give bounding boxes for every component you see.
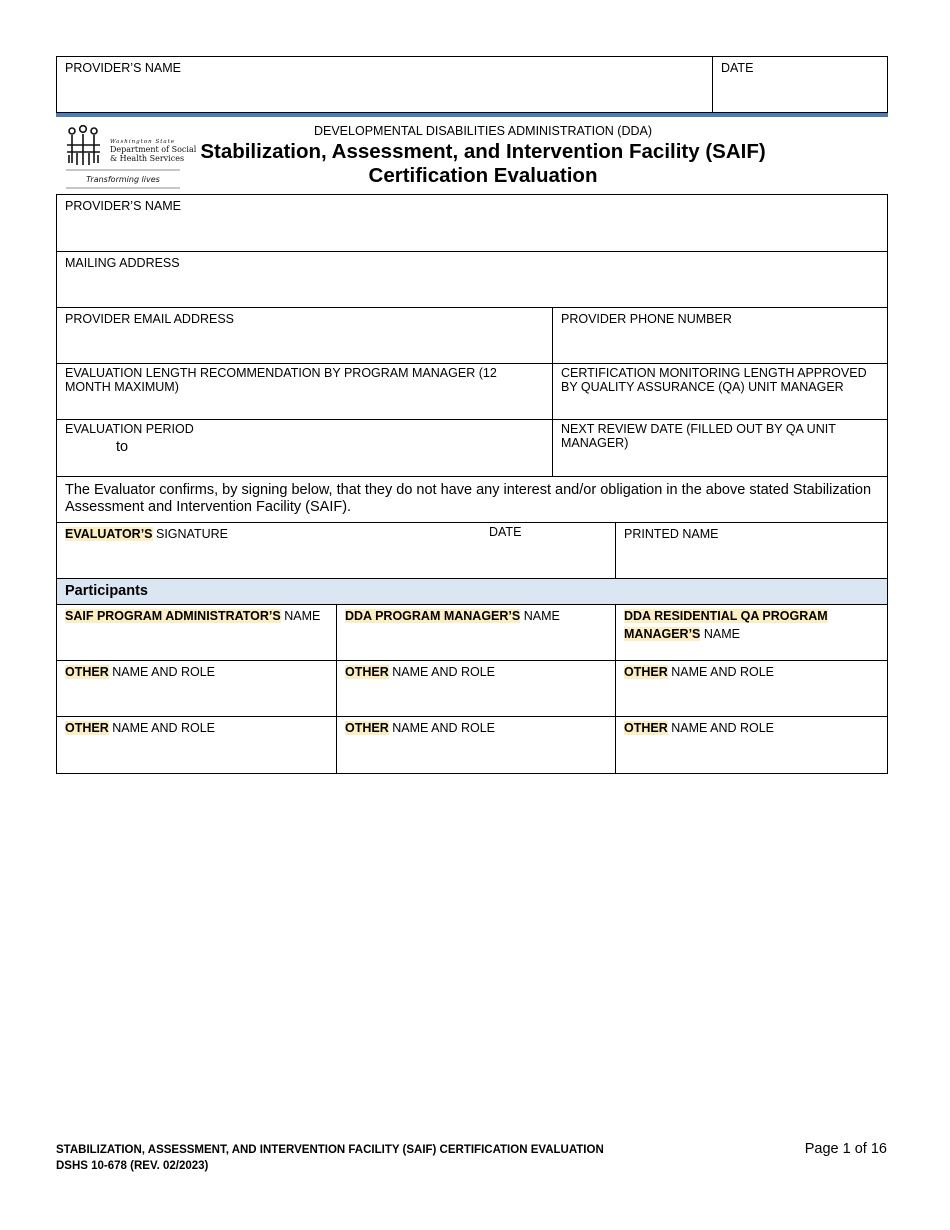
dshs-logo (65, 125, 197, 189)
name-and-role-label: NAME AND ROLE (667, 665, 775, 679)
row-period (57, 420, 887, 477)
row-participants-heading (57, 579, 887, 605)
other-highlight: OTHER (65, 665, 109, 679)
other-participant-field[interactable] (615, 661, 887, 716)
evaluators-highlight: EVALUATOR’S (65, 527, 153, 541)
evaluator-confirmation-text: The Evaluator confirms, by signing below, that they do not have any interest and/or obligation in the above stated Stabilization Assessment and Intervention Facility (SAIF). (65, 482, 872, 515)
evaluation-period-field[interactable] (57, 420, 552, 476)
other-highlight: OTHER (65, 721, 109, 735)
other-highlight: OTHER (345, 721, 389, 735)
provider-email-label: PROVIDER EMAIL ADDRESS (65, 312, 235, 326)
participants-row-2 (57, 661, 887, 717)
evaluation-length-field[interactable] (57, 364, 552, 419)
saif-administrator-name-label: NAME (280, 609, 321, 623)
printed-name-field[interactable] (615, 523, 887, 578)
providers-name-label: PROVIDER’S NAME (65, 199, 181, 213)
providers-name-field[interactable] (57, 195, 887, 251)
form-title-line1: Stabilization, Assessment, and Intervention Facility (SAIF) (200, 140, 766, 163)
row-providers-name (57, 195, 887, 252)
logo-line2: Department of Social (110, 145, 197, 154)
evaluation-length-label: EVALUATION LENGTH RECOMMENDATION BY PROGRAM MANAGER (12 MONTH MAXIMUM) (65, 366, 497, 394)
saif-administrator-field[interactable] (57, 605, 336, 660)
logo-line1: Washington State (110, 139, 176, 145)
dda-program-manager-field[interactable] (336, 605, 615, 660)
top-providers-name-label: PROVIDER’S NAME (65, 61, 181, 75)
name-and-role-label: NAME AND ROLE (108, 665, 216, 679)
footer-form-title: STABILIZATION, ASSESSMENT, AND INTERVENTION FACILITY (SAIF) CERTIFICATION EVALUATION (56, 1144, 604, 1156)
participants-row-1 (57, 605, 887, 661)
certification-monitoring-label: CERTIFICATION MONITORING LENGTH APPROVED BY QUALITY ASSURANCE (QA) UNIT MANAGER (561, 366, 867, 394)
signature-date-label: DATE (489, 525, 522, 539)
logo-tagline: Transforming lives (86, 175, 160, 184)
mailing-address-field[interactable] (57, 252, 887, 307)
provider-email-field[interactable] (57, 308, 552, 363)
other-participant-field[interactable] (336, 717, 615, 773)
printed-name-label: PRINTED NAME (624, 527, 719, 541)
name-and-role-label: NAME AND ROLE (667, 721, 775, 735)
row-signature (57, 523, 887, 579)
top-date-label: DATE (721, 61, 754, 75)
row-confirmation (57, 477, 887, 523)
evaluator-signature-field[interactable] (57, 523, 615, 578)
other-highlight: OTHER (624, 665, 668, 679)
footer-form-number: DSHS 10-678 (REV. 02/2023) (56, 1160, 209, 1172)
name-and-role-label: NAME AND ROLE (108, 721, 216, 735)
other-highlight: OTHER (624, 721, 668, 735)
other-participant-field[interactable] (57, 661, 336, 716)
provider-info-form (56, 194, 888, 774)
form-title-line2: Certification Evaluation (368, 164, 598, 187)
other-participant-field[interactable] (336, 661, 615, 716)
mailing-address-label: MAILING ADDRESS (65, 256, 180, 270)
signature-label: SIGNATURE (152, 527, 228, 541)
evaluation-period-label: EVALUATION PERIOD (65, 422, 194, 436)
dda-program-manager-highlight: DDA PROGRAM MANAGER’S (345, 609, 521, 623)
agency-name: DEVELOPMENTAL DISABILITIES ADMINISTRATION (DDA) (313, 124, 653, 138)
dda-qa-program-manager-field[interactable] (615, 605, 887, 660)
participants-row-3 (57, 717, 887, 774)
row-contact (57, 308, 887, 364)
dda-program-manager-name-label: NAME (520, 609, 560, 623)
dda-qa-program-manager-name-label: NAME (700, 627, 740, 641)
other-participant-field[interactable] (57, 717, 336, 773)
participants-heading: Participants (57, 579, 887, 604)
blue-divider (56, 113, 888, 117)
top-providers-name-field[interactable] (57, 57, 713, 112)
other-participant-field[interactable] (615, 717, 887, 773)
certification-monitoring-field[interactable] (552, 364, 887, 419)
evaluation-period-to: to (116, 439, 129, 455)
page-number: Page 1 of 16 (804, 1141, 887, 1157)
provider-phone-label: PROVIDER PHONE NUMBER (561, 312, 732, 326)
provider-phone-field[interactable] (552, 308, 887, 363)
name-and-role-label: NAME AND ROLE (388, 721, 496, 735)
top-date-field[interactable] (713, 57, 887, 112)
other-highlight: OTHER (345, 665, 389, 679)
next-review-date-field[interactable] (552, 420, 887, 476)
saif-administrator-highlight: SAIF PROGRAM ADMINISTRATOR’S (65, 609, 281, 623)
name-and-role-label: NAME AND ROLE (388, 665, 496, 679)
dda-qa-program-manager-highlight: DDA RESIDENTIAL QA PROGRAM MANAGER’S (624, 609, 828, 641)
row-lengths (57, 364, 887, 420)
logo-line3: & Health Services (110, 154, 185, 163)
row-mailing-address (57, 252, 887, 308)
next-review-date-label: NEXT REVIEW DATE (FILLED OUT BY QA UNIT MANAGER) (561, 422, 836, 450)
top-header-box (56, 56, 888, 113)
